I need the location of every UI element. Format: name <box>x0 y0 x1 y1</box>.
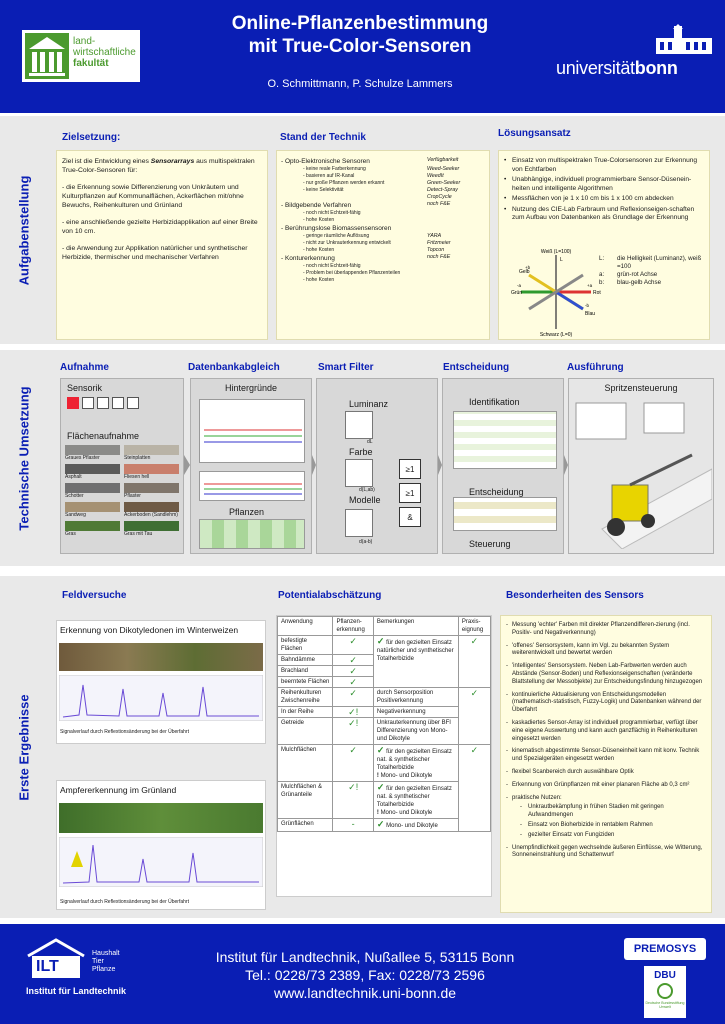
field-photo-1 <box>59 643 263 671</box>
wheel-label: +b <box>525 265 531 270</box>
dab-label: d(a-b) <box>359 539 373 545</box>
section-label-text: Aufgabenstellung <box>16 175 32 285</box>
sensor-icons <box>67 397 139 409</box>
figure-ampfer <box>56 780 266 910</box>
bes-sub-item: - Einsatz von Bioherbizide in rentablem Rahmen <box>512 822 706 830</box>
check-icon: ✓ <box>376 745 385 755</box>
table-row <box>278 745 491 782</box>
table-note: für den gezielten Einsatz natürlicher und synthetischer Totalherbizide <box>376 640 454 662</box>
table-cell <box>373 745 458 782</box>
pflanzen-table <box>199 519 305 549</box>
tech-flow-arrows <box>0 450 725 480</box>
hintergruende-label: Hintergründe <box>224 383 278 393</box>
check-warn-cell <box>333 718 373 745</box>
ilt-sub-line: Pflanze <box>92 966 116 973</box>
wheel-label: -b <box>585 303 590 308</box>
stand-product: CropCycle <box>427 194 452 200</box>
signal-plot-2 <box>59 837 263 887</box>
table-cell: Bahndämme <box>278 655 333 666</box>
faculty-logo-line: fakultät <box>73 58 109 69</box>
stand-sub: - geringe räumliche Auflösung <box>303 233 370 239</box>
faculty-logo-line: land- <box>73 36 96 47</box>
stand-group-4: - Konturerkennung <box>281 255 335 262</box>
surface-tile <box>65 483 120 500</box>
bes-item: - kontinuierliche Aktualisierung von Entscheidungsmodellen (mathematisch-statistisch, Fuzzy-Logik) und Datenbanken während der Überfahrt <box>506 692 706 715</box>
dbu-leaf-icon <box>657 983 673 999</box>
ziel-item: - die Anwendung zur Applikation natürlicher und synthetischer Herbizide, thermischer und mechanischer Verfahren <box>62 245 248 261</box>
poster-footer <box>0 924 725 1024</box>
bes-item: - flexibel Scanbereich durch auswählbare Optik <box>506 769 706 777</box>
sensor-icon <box>82 397 94 409</box>
stand-product: WeedIt <box>427 173 444 179</box>
check-icon: ✓ <box>348 782 356 792</box>
table-cell: Grünflächen <box>278 819 333 832</box>
university-logo-text <box>556 58 678 79</box>
table-row <box>278 688 491 707</box>
table-note: Negativerkennung <box>373 707 458 718</box>
stand-sub: - hohe Kosten <box>303 217 335 223</box>
legend-key: a: <box>599 271 605 278</box>
stand-sub: - keine Selektivität <box>303 187 344 193</box>
warning-icon: ! <box>355 707 359 717</box>
wheel-label: L <box>560 257 563 263</box>
section-label-text: Technische Umsetzung <box>16 385 32 531</box>
table-cell: Reihenkulturen Zwischenreihe <box>278 688 333 707</box>
farbe-label: Farbe <box>349 447 373 457</box>
bes-heading: Besonderheiten des Sensors <box>506 590 644 601</box>
table-header: Pflanzen-erkennung <box>333 617 373 636</box>
ziel-intro-b: Sensorarrays <box>150 158 195 165</box>
figure-caption: Signalverlauf durch Reflextionsänderung bei der Überfahrt <box>60 729 189 735</box>
stand-sub: - nur große Pflanzen werden erkannt <box>303 180 385 186</box>
check-icon: ✓ <box>333 745 373 782</box>
stand-group-2: - Bildgebende Verfahren <box>281 202 352 209</box>
dbu-subtitle: Deutsche Bundesstiftung Umwelt <box>645 1001 685 1009</box>
loes-item: • Messflächen von je 1 x 10 cm bis 1 x 100 cm abdecken <box>504 195 704 204</box>
entscheidung-table <box>453 497 557 531</box>
check-icon: ✓ <box>333 677 373 688</box>
check-icon: ✓ <box>458 745 490 832</box>
stand-group-3: - Berührungslose Biomassensensoren <box>281 225 392 232</box>
tech-heading-datenbank: Datenbankabgleich <box>188 362 280 373</box>
table-note: Unkrauterkennung über BFI Differenzierung von Mono- und Dikotyle <box>373 718 458 745</box>
table-header: Praxis-eignung <box>458 617 490 636</box>
table-cell <box>373 782 458 819</box>
surface-label: Ackerboden (Sandlehm) <box>124 512 178 518</box>
sensorik-label: Sensorik <box>67 383 103 393</box>
table-note: durch Sensorposition Positiverkennung <box>373 688 458 707</box>
gate-and: & <box>399 507 421 527</box>
faculty-house-icon <box>25 33 69 79</box>
surface-label: Pflaster <box>124 493 141 499</box>
tech-heading-filter: Smart Filter <box>318 362 374 373</box>
stand-heading: Stand der Technik <box>280 132 366 143</box>
table-header: Bemerkungen <box>373 617 458 636</box>
table-note: Mono- und Dikotyle <box>380 810 433 816</box>
table-cell <box>373 636 458 688</box>
legend-value: blau-gelb Achse <box>617 279 662 286</box>
field-photo-2 <box>59 803 263 833</box>
check-warn-cell <box>333 782 373 819</box>
loes-item: • Nutzung des CIE-Lab Farbraum und Reflexionseigen-schaften zum Aufbau von Datenbanken als Grundlage der Erkennung <box>504 206 704 223</box>
university-word: universität <box>556 58 635 78</box>
title-line-2: mit True-Color-Sensoren <box>248 36 472 57</box>
table-cell: Brachland <box>278 666 333 677</box>
luminanz-icon <box>345 411 373 439</box>
bes-sub-item: - gezielter Einsatz von Fungiziden <box>512 832 706 840</box>
pot-heading: Potentialabschätzung <box>278 590 382 601</box>
table-cell: befestigte Flächen <box>278 636 333 655</box>
stand-product: Weed-Seeker <box>427 166 460 172</box>
ziel-intro-c: aus multispektralen True-Color-Sensoren für: <box>62 158 255 174</box>
stand-status: noch F&E <box>427 201 451 207</box>
loes-item: • Unabhängige, individuell programmierbare Sensor-Düsenein-heiten und intelligente Algorithmen <box>504 176 704 193</box>
loes-heading: Lösungsansatz <box>498 128 571 139</box>
check-icon: ✓ <box>333 688 373 707</box>
wheel-label: Blau <box>585 311 596 317</box>
footer-address-line: Institut für Landtechnik, Nußallee 5, 53115 Bonn <box>215 949 515 965</box>
lab-legend <box>599 255 707 287</box>
section-label-aufgabenstellung <box>0 116 48 344</box>
check-icon: ✓ <box>333 655 373 666</box>
footer-address <box>180 948 550 1002</box>
bes-item: - kinematisch abgestimmte Sensor-Düseneinheit kann mit konv. Technik und Spezialgeräten eingesetzt werden <box>506 748 706 764</box>
wheel-label: -a <box>517 283 522 288</box>
ziel-heading: Zielsetzung: <box>62 132 121 143</box>
poster-title <box>150 12 570 58</box>
university-building-icon <box>654 24 714 56</box>
faculty-logo <box>22 30 140 82</box>
surface-tile <box>65 502 120 519</box>
surface-label: Graues Pflaster <box>65 455 100 461</box>
legend-value: die Helligkeit (Luminanz), weiß =100 <box>617 255 702 270</box>
table-header-row <box>278 617 491 636</box>
title-line-1: Online-Pflanzenbestimmung <box>231 13 489 34</box>
stand-status: noch F&E <box>427 254 451 260</box>
surface-label: Gras <box>65 531 76 537</box>
figure-caption: Signalverlauf durch Reflextionsänderung bei der Überfahrt <box>60 899 189 905</box>
legend-value: grün-rot Achse <box>617 271 658 278</box>
surface-tile <box>124 521 179 538</box>
stand-sub: - basieren auf IR-Kanal <box>303 173 355 179</box>
sensor-icon <box>67 397 79 409</box>
dbu-letters: DBU <box>654 970 676 981</box>
signal-plot-1 <box>59 675 263 721</box>
table-cell: Mulchflächen & Grünanteile <box>278 782 333 819</box>
table-note: Mono- und Dikotyle <box>380 773 433 779</box>
stand-sub: - hohe Kosten <box>303 277 335 283</box>
dl-label: dL <box>367 439 373 445</box>
faculty-logo-line: wirtschaftliche <box>73 47 136 58</box>
stand-product: Detect-Spray <box>427 187 458 193</box>
table-note: Mono- und Dikotyle <box>386 823 438 829</box>
stand-product: Fritzmeier <box>427 240 451 246</box>
sensor-icon <box>127 397 139 409</box>
wheel-label: Schwarz (L=0) <box>539 332 573 337</box>
dash-cell: - <box>333 819 373 832</box>
tech-heading-aufnahme: Aufnahme <box>60 362 109 373</box>
university-logo <box>556 24 714 86</box>
sensor-icon <box>112 397 124 409</box>
stand-sub: - nicht zur Unkrauterkennung entwickelt <box>303 240 391 246</box>
stand-sub: - keine reale Farberkennung <box>303 166 366 172</box>
check-warn-cell <box>333 707 373 718</box>
bes-item: - 'offenes' Sensorsystem, kann im Vgl. zu bekannten System weiterentwickelt und bewertet werden <box>506 643 706 659</box>
stand-availability: Verfügbarkeit <box>427 157 459 163</box>
ilt-letters: ILT <box>36 958 59 975</box>
identifikation-label: Identifikation <box>469 397 520 407</box>
warning-icon: ! <box>376 773 379 779</box>
check-icon: ✓ <box>458 636 490 688</box>
dlab-label: d(L,ab) <box>359 487 375 493</box>
modelle-label: Modelle <box>349 495 381 505</box>
bes-item: - Erkennung von Grünpflanzen mit einer planaren Fläche ab 0,3 cm² <box>506 782 706 790</box>
luminanz-label: Luminanz <box>349 399 389 409</box>
ilt-logo <box>26 938 146 1012</box>
check-icon: ✓ <box>376 782 385 792</box>
table-cell: Getreide <box>278 718 333 745</box>
surface-label: Sandweg <box>65 512 86 518</box>
entscheidung-label: Entscheidung <box>469 487 524 497</box>
table-note: für den gezielten Einsatz nat. & synthetischer Totalherbizide <box>376 786 452 808</box>
wheel-label: Rot <box>593 290 601 296</box>
surface-label: Steinplatten <box>124 455 151 461</box>
footer-phone-line: Tel.: 0228/73 2389, Fax: 0228/73 2596 <box>245 967 485 983</box>
bes-item: - 'intelligentes' Sensorsystem. Neben Lab-Farbwerten werden auch Abstände (Sensor-Boden) und Reflexionseigenschaften (veränderte Blattstellung der Messobjekte) zur Entscheidungsfindung hinzugezogen <box>506 663 706 686</box>
premosys-logo: PREMOSYS <box>624 938 706 960</box>
loes-panel <box>498 150 710 340</box>
bes-item-nutzen <box>506 795 706 840</box>
figure-title: Ampfererkennung im Grünland <box>60 785 177 795</box>
loes-item: • Einsatz von multispektralen True-Colorsensoren zur Erkennung von Echtfarben <box>504 157 704 174</box>
tech-heading-ausfuehrung: Ausführung <box>567 362 624 373</box>
stand-group-1: - Opto-Elektronische Sensoren <box>281 158 370 165</box>
legend-key: L: <box>599 255 605 262</box>
check-icon: ✓ <box>376 819 385 829</box>
wheel-label: Gelb <box>519 269 530 275</box>
bonn-word: bonn <box>634 58 678 78</box>
check-icon: ✓ <box>376 636 385 646</box>
surface-label: Asphalt <box>65 474 82 480</box>
check-icon: ✓ <box>348 707 356 717</box>
modelle-icon <box>345 509 373 537</box>
ziel-item: - eine anschließende gezielte Herbizidapplikation auf einer Breite von 10 cm. <box>62 219 258 235</box>
potential-table-panel <box>276 615 492 897</box>
stand-sub: - noch nicht Echtzeit-fähig <box>303 210 361 216</box>
bes-panel <box>500 615 712 913</box>
surface-tile <box>65 521 120 538</box>
warning-icon: ! <box>355 718 359 728</box>
ziel-intro <box>62 157 262 175</box>
surface-tile <box>124 502 179 519</box>
gate-or-1: ≥1 <box>399 459 421 479</box>
section-label-ergebnisse <box>0 576 48 918</box>
pflanzen-label: Pflanzen <box>229 507 265 517</box>
bes-item: - kaskadiertes Sensor-Array ist individuell programmierbar, verfügt über eine eigene Auswertung und kann auch ganzflächig in Reihenkulturen eingesetzt werden <box>506 720 706 743</box>
poster-header <box>0 0 725 113</box>
surface-label: Schotter <box>65 493 84 499</box>
stand-sub: - noch nicht Echtzeit-fähig <box>303 263 361 269</box>
figure-title: Erkennung von Dikotyledonen im Winterweizen <box>60 625 239 635</box>
check-icon: ✓ <box>333 636 373 655</box>
section-label-text: Erste Ergebnisse <box>16 693 32 801</box>
lab-color-wheel <box>511 247 601 337</box>
footer-website-link[interactable]: www.landtechnik.uni-bonn.de <box>273 985 457 1001</box>
stand-product: YARA <box>427 233 442 239</box>
ilt-subtitle <box>92 950 120 974</box>
flaechen-label: Flächenaufnahme <box>67 431 140 441</box>
ziel-intro-a: Ziel ist die Entwicklung eines <box>62 158 151 165</box>
table-cell: Mulchflächen <box>278 745 333 782</box>
check-icon: ✓ <box>348 718 356 728</box>
check-icon: ✓ <box>458 688 490 745</box>
gate-or-2: ≥1 <box>399 483 421 503</box>
legend-key: b: <box>599 279 605 286</box>
bes-item: - Unempfindlichkeit gegen wechselnde äußeren Einflüsse, wie Witterung, Sonneneinstrahlung und Schattenwurf <box>506 845 706 861</box>
stand-sub: - Problem bei überlappenden Pflanzenteilen <box>303 270 401 276</box>
wheel-label: +a <box>587 283 593 288</box>
ilt-sub-line: Tier <box>92 958 104 965</box>
table-header: Anwendung <box>278 617 333 636</box>
stand-product: Topcon <box>427 247 445 253</box>
bes-item: - Messung 'echter' Farben mit direkter Pflanzendifferen-zierung (incl. Positiv- und Negativerkennung) <box>506 622 706 638</box>
stand-sub: - hohe Kosten <box>303 247 335 253</box>
steuerung-label: Steuerung <box>469 539 511 549</box>
ilt-sub-line: Haushalt <box>92 950 120 957</box>
wheel-label: Grün <box>511 290 523 296</box>
stand-panel <box>276 150 490 340</box>
dbu-logo <box>644 966 686 1018</box>
warning-icon: ! <box>376 810 379 816</box>
stand-product: Green-Seeker <box>427 180 461 186</box>
tech-heading-entscheidung: Entscheidung <box>443 362 510 373</box>
table-note: für den gezielten Einsatz nat. & synthetischer Totalherbizide <box>376 749 452 771</box>
table-cell: beerntete Flächen <box>278 677 333 688</box>
surface-tile <box>124 483 179 500</box>
table-row <box>278 636 491 655</box>
poster-authors: O. Schmittmann, P. Schulze Lammers <box>267 78 453 90</box>
spritzen-label: Spritzensteuerung <box>604 383 678 393</box>
ziel-panel <box>56 150 268 340</box>
ilt-name: Institut für Landtechnik <box>26 986 126 996</box>
table-cell: In der Reihe <box>278 707 333 718</box>
sensor-icon <box>97 397 109 409</box>
ziel-item: - die Erkennung sowie Differenzierung von Unkräutern und Kulturpflanzen auf Kommunalflächen, Ackerflächen mit/ohne Bewuchs, Reihenkulturen und Grünland <box>62 184 244 209</box>
table-cell <box>373 819 458 832</box>
check-icon: ✓ <box>333 666 373 677</box>
faculty-logo-text <box>73 36 136 69</box>
surface-label: Fliesen hell <box>124 474 150 480</box>
warning-icon: ! <box>355 782 359 792</box>
surface-label: Gras mit Tau <box>124 531 153 537</box>
figure-dikotyledonen <box>56 620 266 744</box>
potential-table <box>277 616 491 832</box>
bes-sub-item: - Unkrautbekämpfung in frühen Stadien mit geringen Aufwandmengen <box>512 804 706 820</box>
feld-heading: Feldversuche <box>62 590 127 601</box>
bes-item-text: praktische Nutzen: <box>512 794 562 801</box>
wheel-label: Weiß (L=100) <box>540 249 572 255</box>
